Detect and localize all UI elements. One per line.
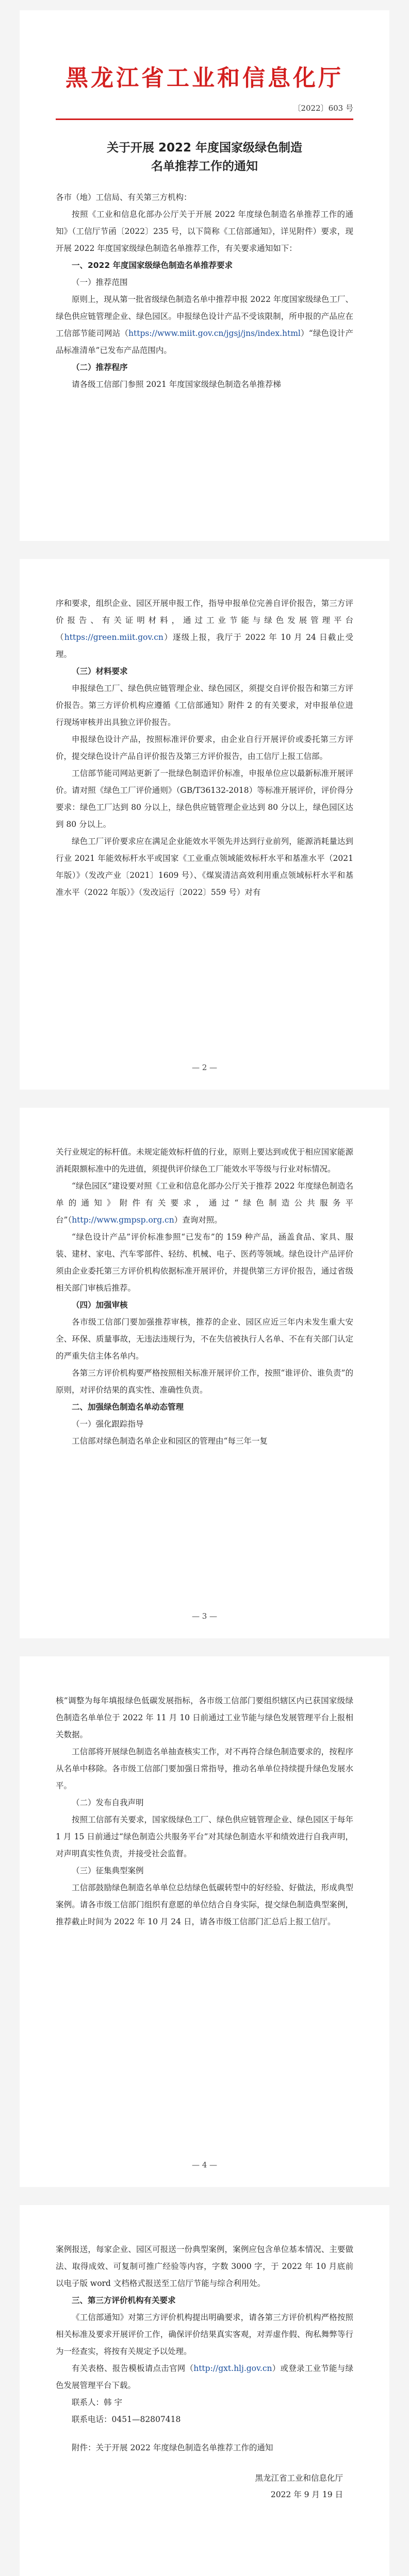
document-page-5	[20, 2205, 389, 2576]
contact-person: 联系人：韩 宇	[72, 2398, 122, 2407]
paragraph: 绿色工厂评价要求应在满足企业能效水平领先并达到行业前列，能源消耗量达到行业 2021 年能效标杆水平或国家《工业重点领域能效标杆水平和基准水平（2021 年版）》（发改产业〔2021〕1609 号）、《煤炭清洁高效利用重点领域标杆水平和基准水平（2022 年版）》（发改运行〔2022〕559 号）对有	[56, 837, 353, 897]
paragraph: 各市级工信部门要加强推荐审核，推荐的企业、园区应近三年内未发生重大安全、环保、质量事故，无违法违规行为，不在失信被执行人名单、不在有关部门认定的严重失信主体名单内。	[56, 1317, 353, 1361]
paragraph: “绿色园区”建设要对照《工业和信息化部办公厅关于推荐 2022 年度绿色制造名单的通知》附件有关要求，通过“绿色制造公共服务平台”（http://www.gmpsp.org.cn）查询对照。	[56, 1181, 353, 1225]
document-page-3	[20, 1108, 389, 1638]
paragraph: 工信部节能司网站更新了一批绿色制造评价标准，申报单位应以最新标准开展评价。请对照《绿色工厂评价通则》（GB/T36132-2018）等标准开展评价，评价得分要求：绿色工厂达到 80 分以上，绿色供应链管理企业达到 80 分以上，绿色园区达到 80 分以上。	[56, 769, 353, 829]
page-number: — 2 —	[191, 1063, 218, 1072]
continuation-text: 核”调整为每年填报绿色低碳发展指标，各市级工信部门要组织辖区内已获国家级绿色制造名单单位于 2022 年 11 月 10 日前通过工业节能与绿色发展管理平台上报相关数据。	[56, 1696, 353, 1739]
continuation-text: 案例报送，每家企业、园区可报送一份典型案例，案例应包含单位基本情况、主要做法、取得成效、可复制可推广经验等内容，字数 3000 字，于 2022 年 10 月底前以电子版 word 文档格式报送至工信厅节能与综合利用处。	[56, 2245, 353, 2288]
miit-link[interactable]: https://www.miit.gov.cn/jgsj/jns/index.html	[128, 329, 301, 338]
page-number: — 4 —	[191, 2160, 218, 2170]
paragraph: 工信部将开展绿色制造名单抽查核实工作，对不再符合绿色制造要求的，按程序从名单中移除。各市级工信部门要加强日常指导，推动名单单位持续提升绿色发展水平。	[56, 1747, 353, 1790]
paragraph: 工信部对绿色制造名单企业和园区的管理由“每三年一复	[72, 1436, 268, 1446]
paragraph: 按照工信部有关要求，国家级绿色工厂、绿色供应链管理企业、绿色园区于每年 1 月 15 日前通过“绿色制造公共服务平台”对其绿色制造水平和绩效进行自我声明，对声明真实性负责，并接受社会监督。	[56, 1815, 353, 1858]
paragraph: 申报绿色设计产品，按照标准评价要求，由企业自行开展评价或委托第三方评价，提交绿色设计产品自评价报告及第三方评价报告，由工信厅上报工信部。	[56, 735, 353, 761]
section-2-3-heading: （三）征集典型案例	[72, 1866, 144, 1875]
title-line-2: 名单推荐工作的通知	[151, 160, 258, 173]
section-1-3-heading: （三）材料要求	[72, 667, 128, 676]
red-divider	[56, 118, 353, 120]
page-number: — 3 —	[191, 1612, 218, 1621]
paragraph: 有关表格、报告模板请点击官网（http://gxt.hlj.gov.cn）或登录工业节能与绿色发展管理平台下载。	[56, 2364, 353, 2390]
paragraph: 申报绿色工厂、绿色供应链管理企业、绿色园区，须提交自评价报告和第三方评价报告。第三方评价机构应遵循《工信部通知》附件 2 的有关要求，对申报单位进行现场审核并出具独立评价报告。	[56, 684, 353, 727]
section-3-heading: 三、第三方评价机构有关要求	[72, 2296, 176, 2305]
section-2-1-heading: （一）强化跟踪指导	[72, 1419, 144, 1429]
section-1-heading: 一、2022 年度国家级绿色制造名单推荐要求	[72, 261, 233, 270]
document-page-4	[20, 1656, 389, 2187]
paragraph: 各第三方评价机构要严格按照相关标准开展评价工作，按照“谁评价、谁负责”的原则，对评价结果的真实性、准确性负责。	[56, 1368, 353, 1395]
agency-masthead: 黑龙江省工业和信息化厅	[66, 65, 343, 91]
document-page-1	[20, 10, 389, 541]
paragraph: 工信部鼓励绿色制造名单单位总结绿色低碳转型中的好经验、好做法，形成典型案例。请各市级工信部门组织有意愿的单位结合自身实际，提交绿色制造典型案例，推荐截止时间为 2022 年 10 月 24 日，请各市级工信部门汇总后上报工信厅。	[56, 1883, 353, 1926]
gmpsp-link[interactable]: http://www.gmpsp.org.cn	[72, 1215, 174, 1225]
paragraph: “绿色设计产品”评价标准参照“已发布”的 159 种产品，涵盖食品、家具、服装、建材、家电、汽车零部件、轻纺、机械、电子、医药等领域。绿色设计产品评价须由企业委托第三方评价机构依据标准开展评价，并提供第三方评价报告，通过省级相关部门审核后推荐。	[56, 1232, 353, 1293]
green-platform-link[interactable]: https://green.miit.gov.cn	[64, 633, 163, 642]
section-1-1-heading: （一）推荐范围	[72, 278, 128, 287]
gxt-link[interactable]: http://gxt.hlj.gov.cn	[193, 2364, 272, 2373]
document-page-2	[20, 559, 389, 1090]
signing-date: 2022 年 9 月 19 日	[270, 2490, 343, 2499]
title-line-1: 关于开展 2022 年度国家级绿色制造	[106, 141, 303, 155]
attachment-line: 附件：关于开展 2022 年度绿色制造名单推荐工作的通知	[72, 2443, 273, 2452]
document-number: 〔2022〕603 号	[293, 104, 353, 113]
continuation-text: 序和要求，组织企业、园区开展申报工作，指导申报单位完善自评价报告，第三方评价报告、有关证明材料，通过工业节能与绿色发展管理平台（https://green.miit.gov.cn）逐级上报，我厅于 2022 年 10 月 24 日截止受理。	[56, 599, 353, 659]
signature-block	[56, 2470, 353, 2503]
intro-paragraph: 按照《工业和信息化部办公厅关于开展 2022 年度绿色制造名单推荐工作的通知》（工信厅节函〔2022〕235 号，以下简称《工信部通知》，详见附件）要求，现开展 2022 年度国家级绿色制造名单推荐工作，有关要求通知如下：	[56, 210, 353, 253]
section-1-2-heading: （二）推荐程序	[72, 363, 128, 372]
section-1-4-heading: （四）加强审核	[72, 1300, 128, 1310]
section-2-2-heading: （二）发布自我声明	[72, 1798, 144, 1807]
paragraph: 《工信部通知》对第三方评价机构提出明确要求，请各第三方评价机构严格按照相关标准及要求开展评价工作，确保评价结果真实客观，对弄虚作假、徇私舞弊等行为一经查实，将按有关规定予以处理。	[56, 2313, 353, 2356]
section-2-heading: 二、加强绿色制造名单动态管理	[72, 1402, 184, 1412]
document-title	[56, 139, 353, 176]
continuation-text: 关行业规定的标杆值。未规定能效标杆值的行业，原则上要达到或优于相应国家能源消耗限额标准中的先进值，须提供评价绿色工厂能效水平等级与行业对标情况。	[56, 1147, 353, 1174]
section-1-1-text: 原则上，现从第一批省级绿色制造名单中推荐申报 2022 年度国家级绿色工厂、绿色供应链管理企业、绿色园区。申报绿色设计产品不受该限制，所申报的产品应在工信部节能司网站（https://www.miit.gov.cn/jgsj/jns/index.html）“绿色设计产品标准清单”已发布产品范围内。	[56, 295, 353, 355]
contact-phone: 联系电话：0451—82807418	[72, 2415, 181, 2424]
signing-agency: 黑龙江省工业和信息化厅	[255, 2473, 343, 2483]
section-1-2-text: 请各级工信部门参照 2021 年度国家级绿色制造名单推荐梯	[72, 380, 281, 389]
addressee: 各市（地）工信局、有关第三方机构：	[56, 193, 192, 202]
